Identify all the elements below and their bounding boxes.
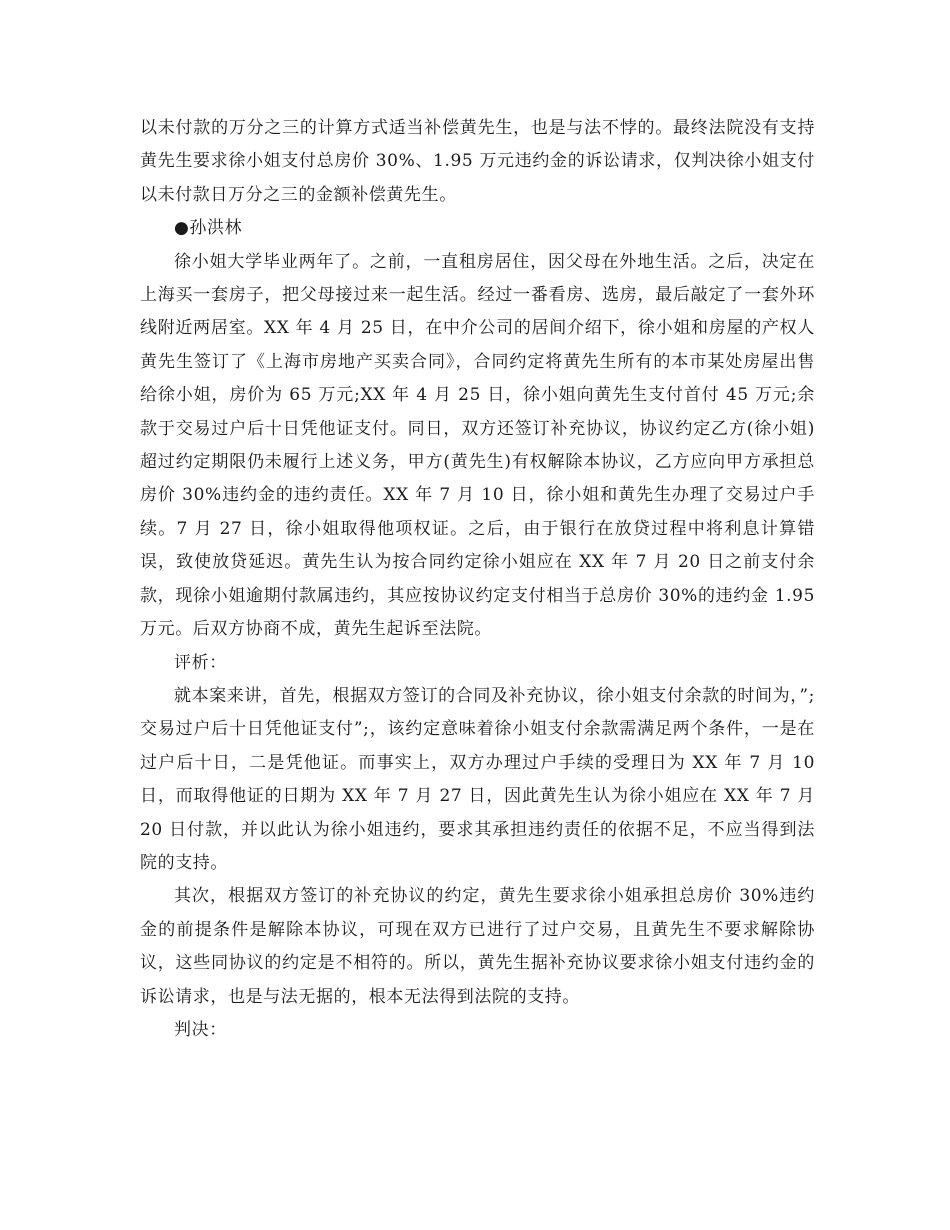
paragraph-continuation: 以未付款的万分之三的计算方式适当补偿黄先生，也是与法不悖的。最终法院没有支持黄先生要求徐小姐支付总房价 30%、1.95 万元违约金的诉讼请求，仅判决徐小姐支付以未付款日万分之三的金额补偿黄先生。 bbox=[140, 118, 815, 205]
paragraph-analysis-second: 其次，根据双方签订的补充协议的约定，黄先生要求徐小姐承担总房价 30%违约金的前提条件是解除本协议，可现在双方已进行了过户交易，且黄先生不要求解除协议，这些同协议的约定是不相符的。所以，黄先生据补充协议要求徐小姐支付违约金的诉讼请求，也是与法无据的，根本无法得到法院的支持。 bbox=[140, 886, 815, 1007]
section-heading-analysis: 评析： bbox=[174, 652, 227, 673]
section-heading-judgment: 判决： bbox=[174, 1019, 227, 1040]
paragraph-case-facts: 徐小姐大学毕业两年了。之前，一直租房居住，因父母在外地生活。之后，决定在上海买一套房子，把父母接过来一起生活。经过一番看房、选房，最后敲定了一套外环线附近两居室。XX 年 4 月 25 日，在中介公司的居间介绍下，徐小姐和房屋的产权人黄先生签订了《上海市房地产买卖合同》，合同约定将黄先生所有的本市某处房屋出售给徐小姐，房价为 65 万元;XX 年 4 月 25 日，徐小姐向黄先生支付首付 45 万元;余款于交易过户后十日凭他证支付。同日，双方还签订补充协议，协议约定乙方(徐小姐)超过约定期限仍未履行上述义务，甲方(黄先生)有权解除本协议，乙方应向甲方承担总房价 30%违约金的违约责任。XX 年 7 月 10 日，徐小姐和黄先生办理了交易过户手续。7 月 27 日，徐小姐取得他项权证。之后，由于银行在放贷过程中将利息计算错误，致使放贷延迟。黄先生认为按合同约定徐小姐应在 XX 年 7 月 20 日之前支付余款，现徐小姐逾期付款属违约，其应按协议约定支付相当于总房价 30%的违约金 1.95 万元。后双方协商不成，黄先生起诉至法院。 bbox=[140, 251, 815, 640]
document-body bbox=[140, 112, 815, 1047]
paragraph-analysis-first: 就本案来讲，首先，根据双方签订的合同及补充协议，徐小姐支付余款的时间为，”;交易过户后十日凭他证支付”;，该约定意味着徐小姐支付余款需满足两个条件，一是在过户后十日，二是凭他证。而事实上，双方办理过户手续的受理日为 XX 年 7 月 10 日，而取得他证的日期为 XX 年 7 月 27 日，因此黄先生认为徐小姐应在 XX 年 7 月 20 日付款，并以此认为徐小姐违约，要求其承担违约责任的依据不足，不应当得到法院的支持。 bbox=[140, 685, 815, 873]
author-heading: ●孙洪林 bbox=[174, 218, 243, 239]
